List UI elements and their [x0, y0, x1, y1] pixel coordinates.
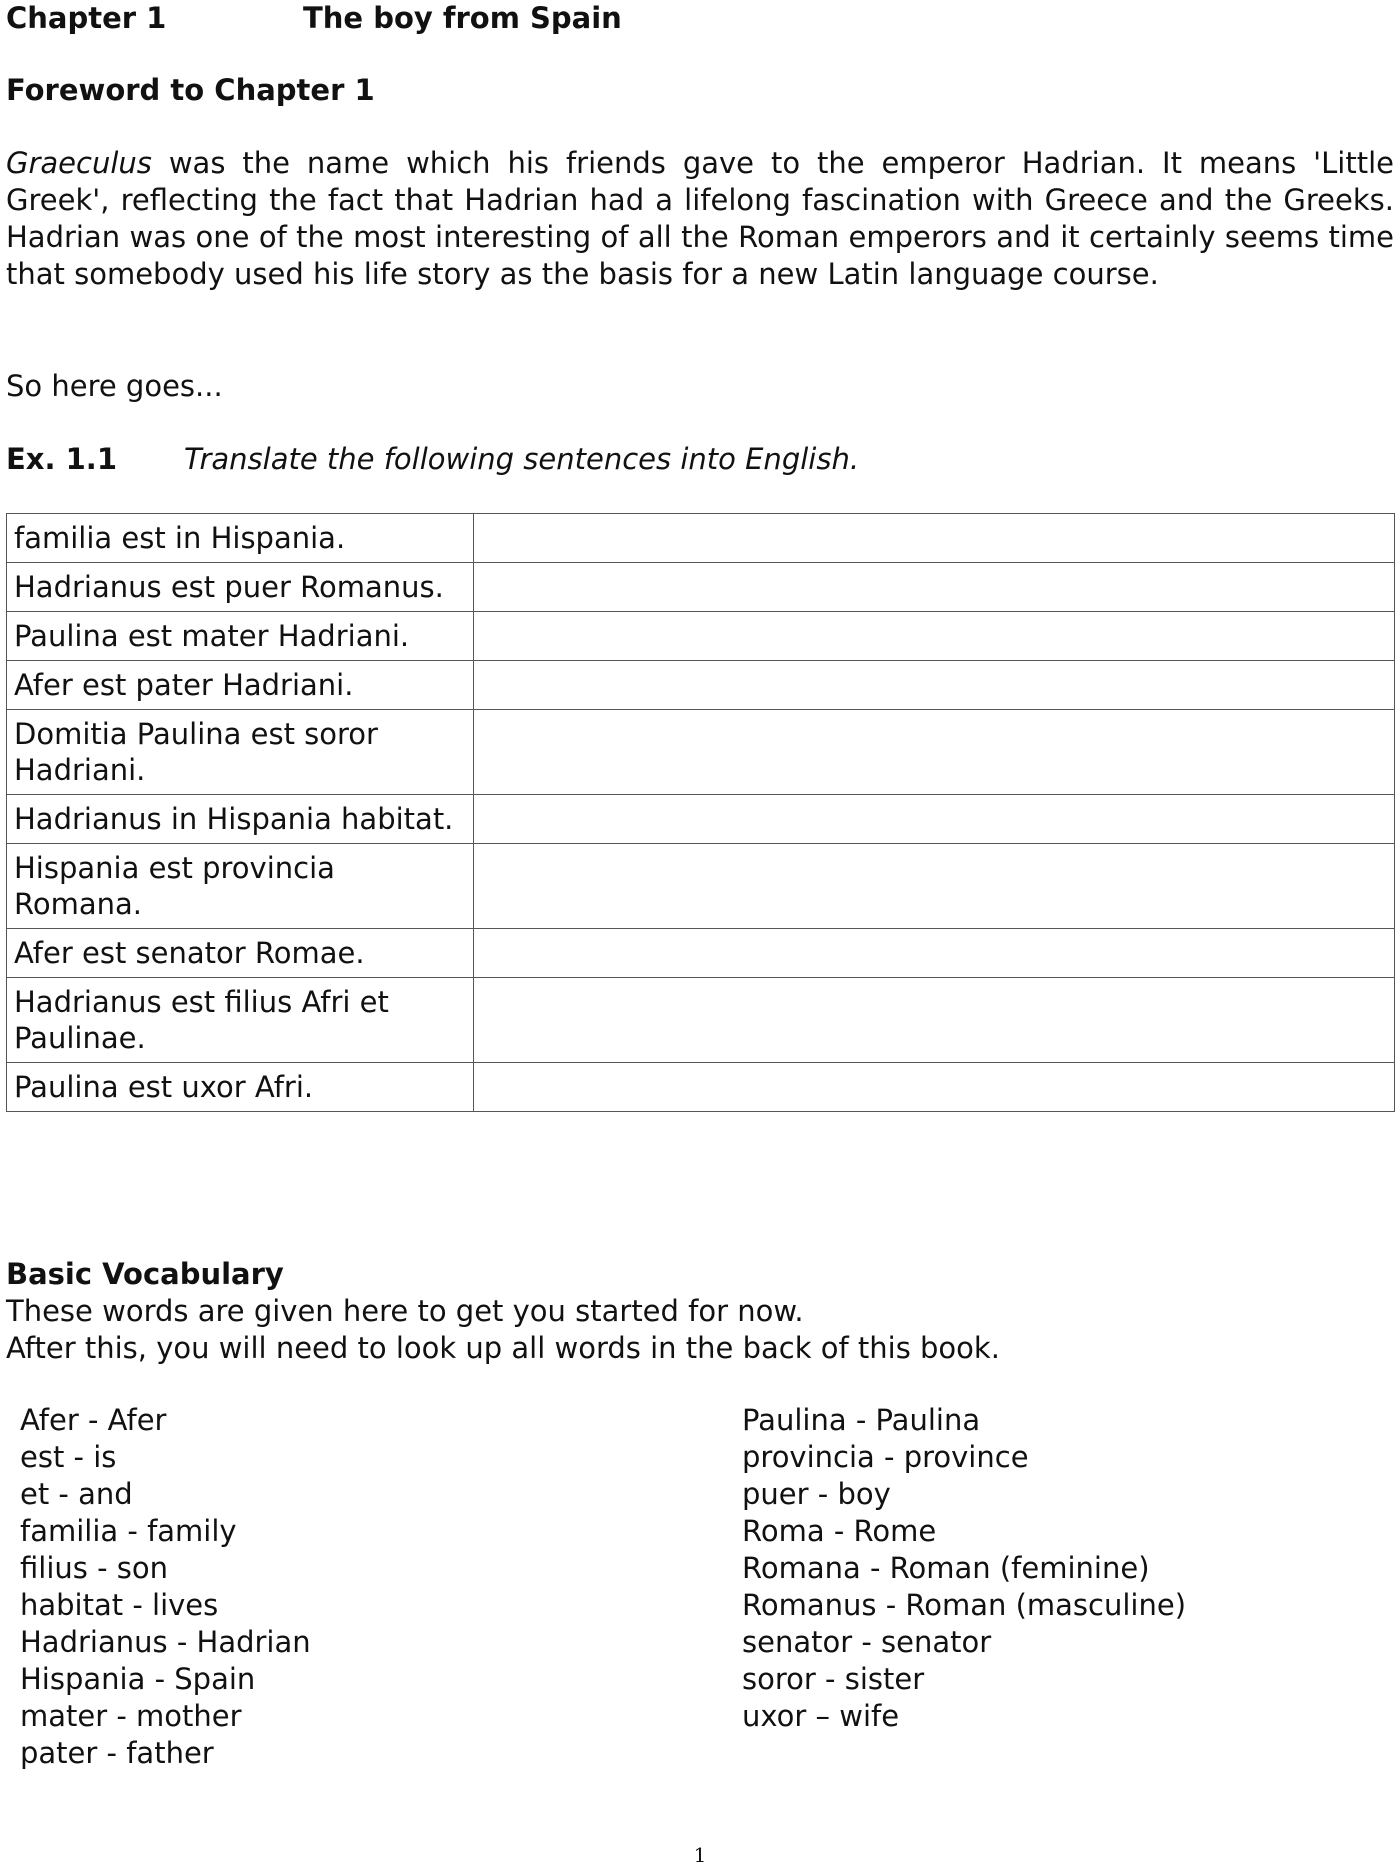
vocabulary-item: et - and [20, 1477, 133, 1511]
vocabulary-item: habitat - lives [20, 1588, 219, 1622]
foreword-paragraph-text: was the name which his friends gave to the emperor Hadrian. It means 'Little Greek', reflecting the fact that Hadrian had a lifelong fascination with Greece and the Greeks. Hadrian was one of the most interesting of all the Roman emperors and it certainly seems time that somebody used his life story as the basis for a new Latin language course. [6, 146, 1394, 291]
english-answer-cell[interactable] [474, 710, 1395, 795]
vocabulary-title: Basic Vocabulary [6, 1257, 284, 1291]
foreword-lead-word: Graeculus [6, 146, 152, 180]
vocabulary-item: puer - boy [742, 1477, 891, 1511]
vocabulary-item: mater - mother [20, 1699, 242, 1733]
latin-sentence: Hadrianus est filius Afri et Paulinae. [7, 978, 474, 1063]
vocabulary-item: Afer - Afer [20, 1403, 167, 1437]
vocabulary-item: Paulina - Paulina [742, 1403, 981, 1437]
english-answer-cell[interactable] [474, 795, 1395, 844]
english-answer-cell[interactable] [474, 1063, 1395, 1112]
vocabulary-item: Hadrianus - Hadrian [20, 1625, 311, 1659]
table-row [7, 978, 1395, 1063]
vocabulary-item: Romana - Roman (feminine) [742, 1551, 1150, 1585]
vocabulary-item: est - is [20, 1440, 117, 1474]
latin-sentence: Afer est pater Hadriani. [7, 661, 474, 710]
english-answer-cell[interactable] [474, 844, 1395, 929]
table-row [7, 661, 1395, 710]
vocabulary-list-left [20, 1402, 311, 1772]
latin-sentence: Hispania est provincia Romana. [7, 844, 474, 929]
table-row [7, 795, 1395, 844]
vocabulary-item: provincia - province [742, 1440, 1029, 1474]
vocabulary-item: Hispania - Spain [20, 1662, 256, 1696]
english-answer-cell[interactable] [474, 661, 1395, 710]
vocabulary-note: After this, you will need to look up all words in the back of this book. [6, 1331, 1000, 1365]
translation-table [6, 513, 1395, 1112]
table-row [7, 844, 1395, 929]
exercise-heading [6, 441, 859, 477]
vocabulary-item: pater - father [20, 1736, 214, 1770]
latin-sentence: familia est in Hispania. [7, 514, 474, 563]
foreword-heading: Foreword to Chapter 1 [6, 73, 375, 107]
foreword-closing: So here goes... [6, 369, 223, 403]
vocabulary-item: Romanus - Roman (masculine) [742, 1588, 1187, 1622]
vocabulary-item: filius - son [20, 1551, 169, 1585]
vocabulary-list-right [742, 1402, 1186, 1735]
latin-sentence: Paulina est mater Hadriani. [7, 612, 474, 661]
latin-sentence: Domitia Paulina est soror Hadriani. [7, 710, 474, 795]
latin-sentence: Hadrianus in Hispania habitat. [7, 795, 474, 844]
english-answer-cell[interactable] [474, 612, 1395, 661]
table-row [7, 1063, 1395, 1112]
vocabulary-note: These words are given here to get you started for now. [6, 1294, 804, 1328]
chapter-title: The boy from Spain [303, 1, 622, 35]
table-row [7, 929, 1395, 978]
english-answer-cell[interactable] [474, 978, 1395, 1063]
table-row [7, 563, 1395, 612]
english-answer-cell[interactable] [474, 514, 1395, 563]
latin-sentence: Paulina est uxor Afri. [7, 1063, 474, 1112]
table-row [7, 612, 1395, 661]
chapter-number: Chapter 1 [6, 1, 167, 35]
english-answer-cell[interactable] [474, 929, 1395, 978]
english-answer-cell[interactable] [474, 563, 1395, 612]
chapter-heading [6, 0, 622, 36]
table-row [7, 514, 1395, 563]
exercise-instruction: Translate the following sentences into English. [184, 442, 860, 476]
foreword-paragraph [6, 145, 1394, 293]
vocabulary-item: familia - family [20, 1514, 237, 1548]
page-number: 1 [693, 1843, 707, 1867]
latin-sentence: Hadrianus est puer Romanus. [7, 563, 474, 612]
exercise-number: Ex. 1.1 [6, 442, 118, 476]
vocabulary-item: soror - sister [742, 1662, 925, 1696]
table-row [7, 710, 1395, 795]
vocabulary-item: senator - senator [742, 1625, 992, 1659]
latin-sentence: Afer est senator Romae. [7, 929, 474, 978]
vocabulary-item: uxor – wife [742, 1699, 900, 1733]
vocabulary-item: Roma - Rome [742, 1514, 937, 1548]
